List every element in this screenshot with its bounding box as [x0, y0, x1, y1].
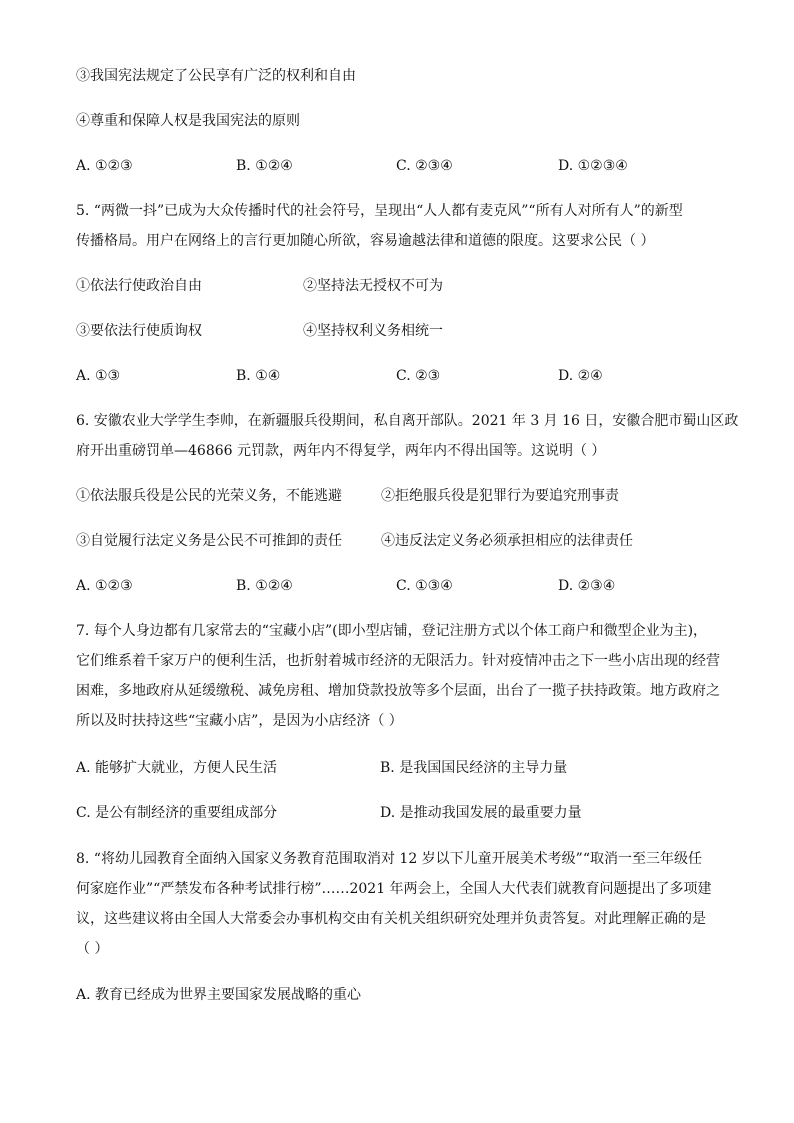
option-c[interactable]: C. 是公有制经济的重要组成部分 — [76, 805, 278, 821]
option-c[interactable]: C. ①③④ — [396, 578, 453, 594]
option-b[interactable]: B. ①②④ — [236, 158, 293, 174]
question-stem: 何家庭作业”“严禁发布各种考试排行榜”……2021 年两会上，全国人大代表们就教育问题提出了多项建 — [76, 881, 712, 897]
statement-item: ③要依法行使质询权 — [76, 323, 202, 339]
option-d[interactable]: D. 是推动我国发展的最重要力量 — [380, 805, 582, 821]
option-a[interactable]: A. ①②③ — [76, 578, 133, 594]
option-a[interactable]: A. ①③ — [76, 368, 121, 384]
statement-item: ①依法服兵役是公民的光荣义务，不能逃避 — [76, 488, 342, 504]
option-d[interactable]: D. ②④ — [558, 368, 603, 384]
option-a[interactable]: A. 能够扩大就业，方便人民生活 — [76, 760, 278, 776]
option-a[interactable]: A. ①②③ — [76, 158, 133, 174]
option-d[interactable]: D. ②③④ — [558, 578, 616, 594]
statement-item: ②拒绝服兵役是犯罪行为要追究刑事责 — [381, 488, 619, 504]
option-c[interactable]: C. ②③④ — [396, 158, 453, 174]
question-stem: 7. 每个人身边都有几家常去的“宝藏小店”(即小型店铺，登记注册方式以个体工商户和微型企业为主)， — [76, 623, 708, 639]
question-stem: 议，这些建议将由全国人大常委会办事机构交由有关机关组织研究处理并负责答复。对此理解正确的是 — [76, 911, 706, 927]
option-b[interactable]: B. 是我国国民经济的主导力量 — [380, 760, 568, 776]
question-stem: 8. “将幼儿园教育全面纳入国家义务教育范围取消对 12 岁以下儿童开展美术考级”“取消一至三年级任 — [76, 851, 702, 867]
statement-item: ③自觉履行法定义务是公民不可推卸的责任 — [76, 533, 342, 549]
option-b[interactable]: B. ①④ — [236, 368, 281, 384]
question-stem: 6. 安徽农业大学学生李帅，在新疆服兵役期间，私自离开部队。2021 年 3 月 16 日，安徽合肥市蜀山区政 — [76, 413, 739, 429]
statement-item: ④坚持权利义务相统一 — [303, 323, 443, 339]
question-stem: （ ） — [76, 941, 109, 957]
option-b[interactable]: B. ①②④ — [236, 578, 293, 594]
question-stem: 困难，多地政府从延缓缴税、减免房租、增加贷款投放等多个层面，出台了一揽子扶持政策。地方政府之 — [76, 683, 720, 699]
question-stem: 府开出重磅罚单—46866 元罚款，两年内不得复学，两年内不得出国等。这说明（ ） — [76, 443, 606, 459]
statement-3: ③我国宪法规定了公民享有广泛的权利和自由 — [76, 68, 356, 84]
statement-item: ②坚持法无授权不可为 — [303, 278, 443, 294]
question-stem: 传播格局。用户在网络上的言行更加随心所欲，容易逾越法律和道德的限度。这要求公民（ ） — [76, 233, 655, 249]
statement-item: ④违反法定义务必须承担相应的法律责任 — [381, 533, 633, 549]
statement-4: ④尊重和保障人权是我国宪法的原则 — [76, 113, 300, 129]
option-a[interactable]: A. 教育已经成为世界主要国家发展战略的重心 — [76, 987, 362, 1003]
question-stem: 5. “两微一抖”已成为大众传播时代的社会符号，呈现出“人人都有麦克风”“所有人对所有人”的新型 — [76, 203, 683, 219]
option-d[interactable]: D. ①②③④ — [558, 158, 628, 174]
statement-item: ①依法行使政治自由 — [76, 278, 202, 294]
question-stem: 它们维系着千家万户的便利生活，也折射着城市经济的无限活力。针对疫情冲击之下一些小店出现的经营 — [76, 653, 720, 669]
question-stem: 所以及时扶持这些“宝藏小店”，是因为小店经济（ ） — [76, 713, 403, 729]
option-c[interactable]: C. ②③ — [396, 368, 441, 384]
